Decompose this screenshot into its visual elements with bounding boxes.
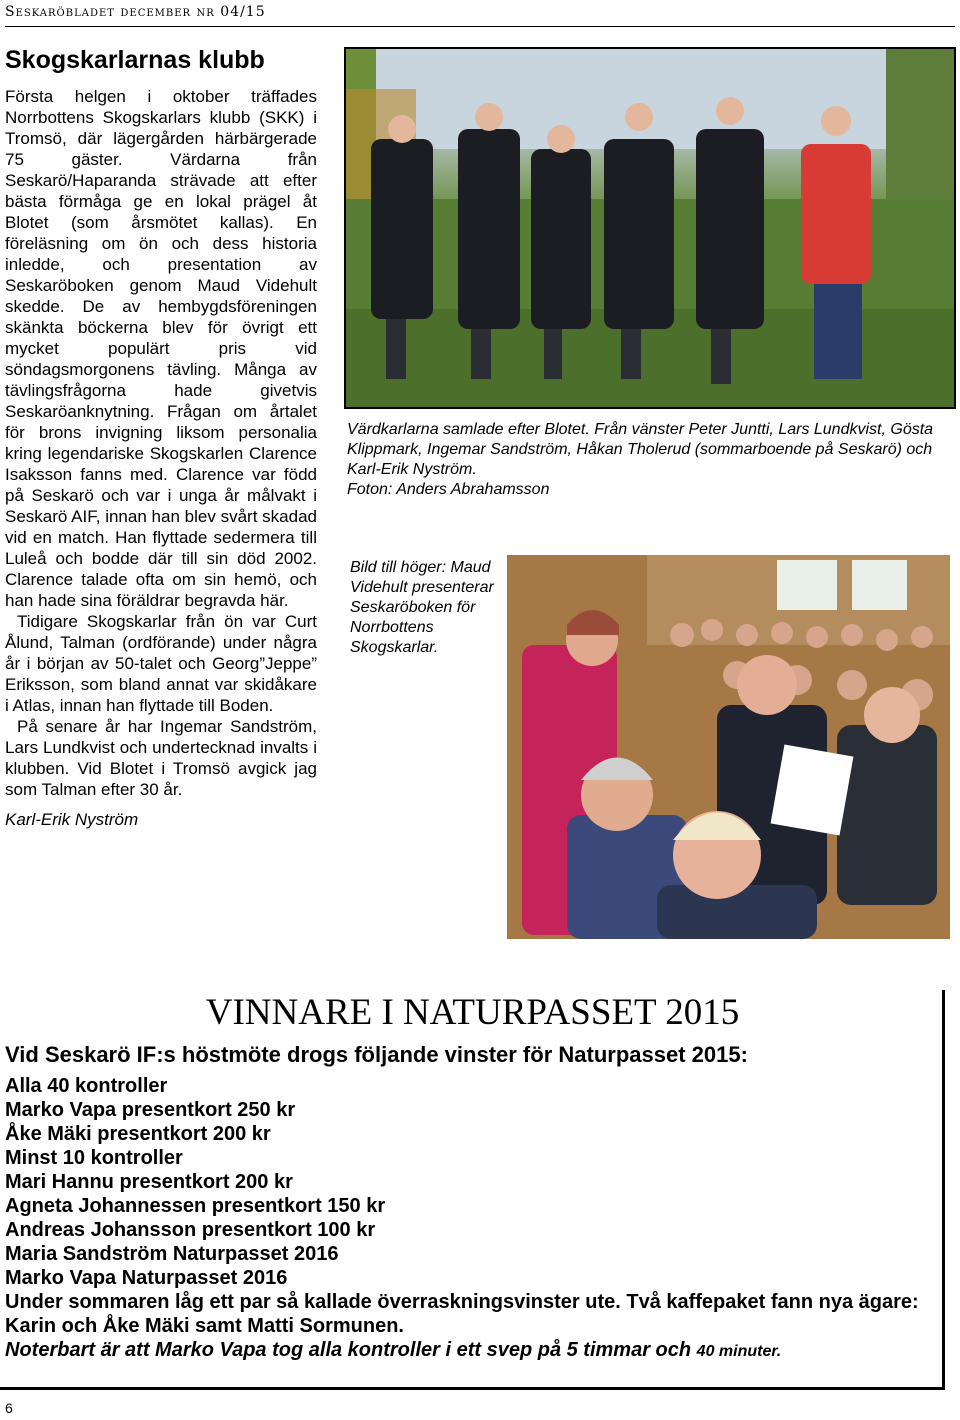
naturpasset-heading: VINNARE I NATURPASSET 2015 (205, 992, 740, 1033)
caption-credit: Foton: Anders Abrahamsson (347, 481, 550, 498)
group-photo (344, 47, 956, 409)
article-byline: Karl-Erik Nyström (5, 810, 139, 829)
audience-photo-illustration (507, 555, 950, 939)
audience-photo (507, 555, 950, 939)
naturpasset-winners (5, 1040, 940, 1364)
page-number: 6 (5, 1400, 13, 1416)
article-title: Skogskarlarnas klubb (5, 46, 265, 74)
winner-line: Alla 40 kontroller (5, 1075, 168, 1097)
winner-line: Agneta Johannessen presentkort 150 kr (5, 1195, 386, 1217)
article-body (5, 86, 317, 800)
photo-caption-group (347, 420, 947, 500)
page-header: Seskaröbladet december nr 04/15 (5, 2, 955, 27)
note-tail: 40 minuter. (696, 1343, 782, 1360)
note-main: Noterbart är att Marko Vapa tog alla kontroller i ett svep på 5 timmar och (5, 1339, 692, 1361)
naturpasset-lead: Vid Seskarö IF:s höstmöte drogs följande vinster för Naturpasset 2015: (5, 1042, 748, 1067)
group-photo-illustration (346, 49, 954, 407)
winner-line: Marko Vapa presentkort 250 kr (5, 1099, 296, 1121)
winner-line: Minst 10 kontroller (5, 1147, 183, 1169)
winner-line: Mari Hannu presentkort 200 kr (5, 1171, 293, 1193)
article-paragraph: På senare år har Ingemar Sandström, Lars Lundkvist och undertecknad invalts i klubben. Vid Blotet i Tromsö avgick jag som Talman efter 30 år. (5, 717, 317, 799)
naturpasset-note (5, 1338, 940, 1364)
winner-line: Andreas Johansson presentkort 100 kr (5, 1219, 376, 1241)
surprise-prizes-text: Under sommaren låg ett par så kallade överraskningsvinster ute. Två kaffepaket fann nya ägare: Karin och Åke Mäki samt Matti Sormunen. (5, 1291, 919, 1337)
winner-line: Marko Vapa Naturpasset 2016 (5, 1267, 288, 1289)
article-paragraph: Tidigare Skogskarlar från ön var Curt Ålund, Talman (ordförande) under några år i början av 50-talet och Georg”Jeppe” Eriksson, som bland annat var skidåkare i Atlas, innan han flyttade till Boden. (5, 612, 317, 715)
photo-caption-audience: Bild till höger: Maud Videhult presenterar Seskaröboken för Norrbottens Skogskarlar. (350, 559, 494, 656)
caption-text: Värdkarlarna samlade efter Blotet. Från vänster Peter Juntti, Lars Lundkvist, Gösta Klippmark, Ingemar Sandström, Håkan Tholerud (sommarboende på Seskarö) och Karl-Erik Nyström. (347, 421, 934, 478)
winner-line: Åke Mäki presentkort 200 kr (5, 1123, 271, 1145)
article-paragraph: Första helgen i oktober träffades Norrbottens Skogskarlars klubb (SKK) i Tromsö, där lägergården härbärgerade 75 gäster. Värdarna från Seskarö/Haparanda strävade att efter bästa förmåga ge en lokal prägel åt Blotet (som årsmötet kallas). En föreläsning om ön och dess historia inledde, och presentation av Seskaröboken genom Maud Videhult skedde. De av hembygdsföreningen skänkta böckerna blev för övrigt ett mycket populärt pris vid söndagsmorgonens tävling. Många av tävlingsfrågorna hade givetvis Seskaröanknytning. Frågan om årtalet för brons invigning liksom personalia kring legendariske Skogskarlen Clarence Isaksson fanns med. Clarence var född på Seskarö och var i unga år målvakt i Seskarö AIF, innan han blev svårt skadad vid en match. Han flyttade sedermera till Luleå och bodde där till sin död 2002. Clarence talade ofta om sin hemö, och han hade sina föräldrar begravda här. (5, 87, 317, 610)
article-column (5, 44, 317, 830)
winner-line: Maria Sandström Naturpasset 2016 (5, 1243, 339, 1265)
